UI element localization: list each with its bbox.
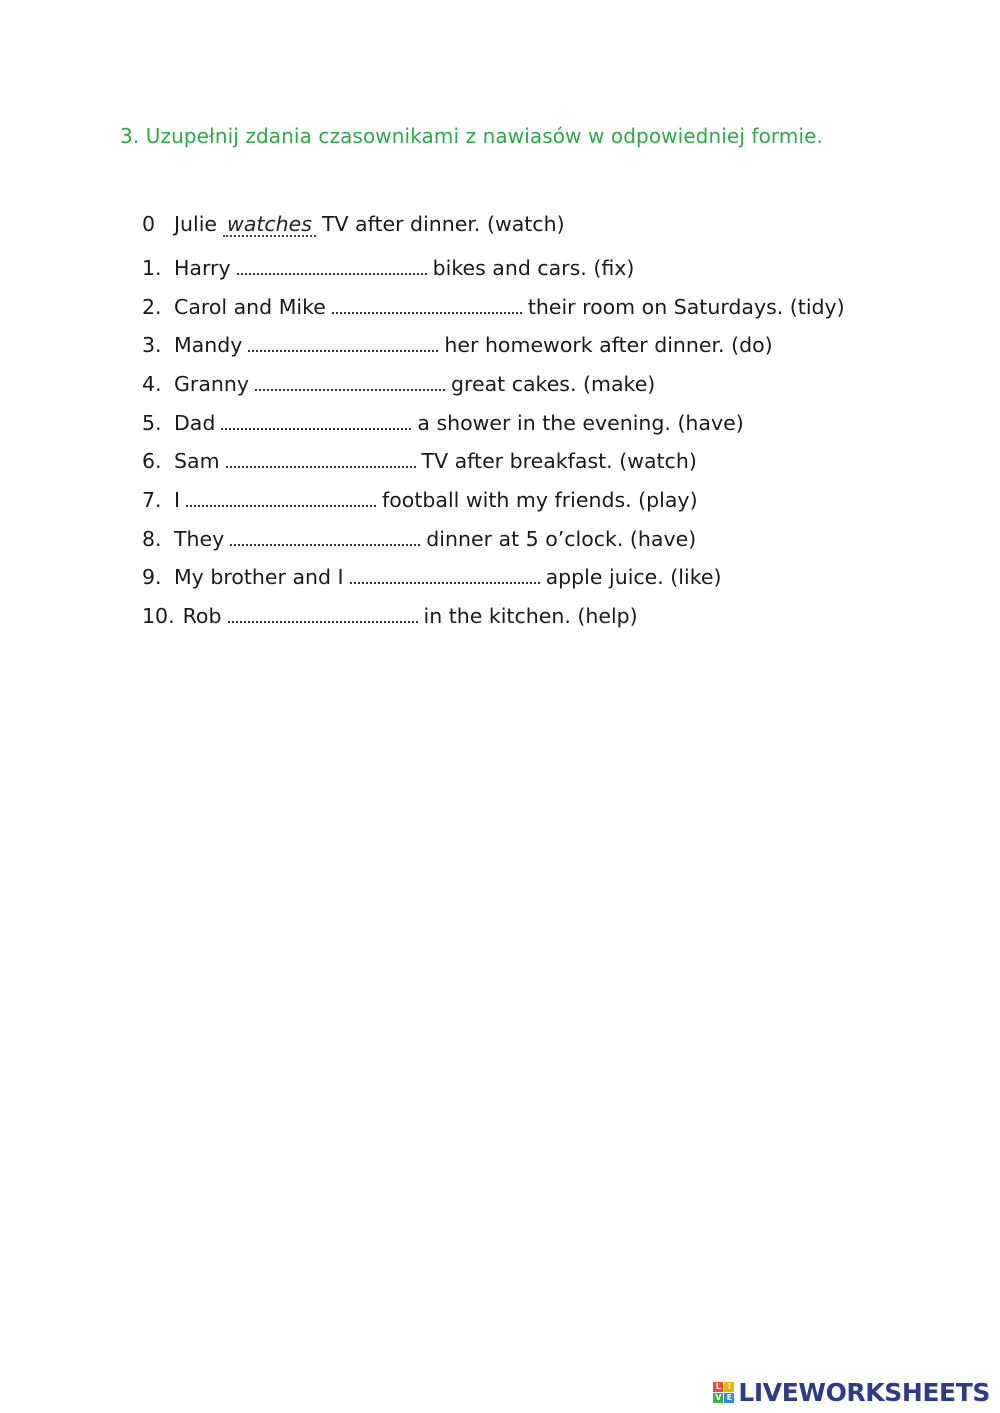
sentence-subject: Sam bbox=[174, 449, 220, 473]
answer-blank-6[interactable] bbox=[226, 444, 416, 468]
sentence-number: 5. bbox=[142, 411, 162, 435]
sentence-subject: Dad bbox=[174, 411, 216, 435]
sentence-rest: in the kitchen. (help) bbox=[423, 604, 638, 628]
sentence-number: 7. bbox=[142, 488, 162, 512]
sentence-6 bbox=[142, 444, 697, 474]
sentence-rest: dinner at 5 o’clock. (have) bbox=[426, 527, 697, 551]
sentence-subject: My brother and I bbox=[174, 565, 344, 589]
answer-blank-7[interactable] bbox=[186, 483, 376, 507]
sentence-subject: I bbox=[174, 488, 181, 512]
answer-blank-2[interactable] bbox=[332, 290, 522, 314]
answer-blank-5[interactable] bbox=[221, 406, 411, 430]
example-answer: watches bbox=[223, 213, 316, 237]
sentence-number: 10. bbox=[142, 604, 175, 628]
answer-blank-10[interactable] bbox=[228, 599, 418, 623]
answer-blank-3[interactable] bbox=[248, 328, 438, 352]
sentence-rest: bikes and cars. (fix) bbox=[432, 256, 635, 280]
sentence-subject: Julie bbox=[174, 212, 218, 236]
logo-text: LIVEWORKSHEETS bbox=[738, 1377, 990, 1407]
sentence-subject: They bbox=[174, 527, 225, 551]
logo-tile-i: I bbox=[724, 1382, 734, 1392]
sentence-0 bbox=[142, 212, 565, 242]
sentence-7 bbox=[142, 483, 698, 513]
sentence-number: 6. bbox=[142, 449, 162, 473]
sentence-number: 1. bbox=[142, 256, 162, 280]
sentence-10 bbox=[142, 599, 638, 629]
sentence-5 bbox=[142, 406, 744, 436]
sentence-rest: football with my friends. (play) bbox=[382, 488, 698, 512]
logo-tile-e: E bbox=[724, 1393, 734, 1403]
logo-tile-v: V bbox=[715, 1393, 722, 1402]
sentence-4 bbox=[142, 367, 655, 397]
sentence-number: 3. bbox=[142, 333, 162, 357]
sentence-rest: her homework after dinner. (do) bbox=[444, 333, 773, 357]
sentence-rest: their room on Saturdays. (tidy) bbox=[527, 295, 845, 319]
sentence-3 bbox=[142, 328, 773, 358]
sentence-subject: Harry bbox=[174, 256, 231, 280]
sentence-number: 4. bbox=[142, 372, 162, 396]
sentence-rest: a shower in the evening. (have) bbox=[417, 411, 744, 435]
sentence-subject: Granny bbox=[174, 372, 249, 396]
sentence-number: 2. bbox=[142, 295, 162, 319]
sentence-number: 0 bbox=[142, 212, 156, 236]
sentence-rest: TV after breakfast. (watch) bbox=[421, 449, 697, 473]
sentence-number: 9. bbox=[142, 565, 162, 589]
sentence-1 bbox=[142, 251, 634, 281]
sentence-rest: TV after dinner. (watch) bbox=[321, 212, 565, 236]
sentence-subject: Mandy bbox=[174, 333, 243, 357]
sentence-rest: great cakes. (make) bbox=[451, 372, 656, 396]
answer-blank-4[interactable] bbox=[255, 367, 445, 391]
sentence-subject: Rob bbox=[182, 604, 222, 628]
exercise-instruction: 3. Uzupełnij zdania czasownikami z nawiasów w odpowiedniej formie. bbox=[120, 124, 823, 148]
sentence-subject: Carol and Mike bbox=[174, 295, 326, 319]
sentence-rest: apple juice. (like) bbox=[545, 565, 722, 589]
answer-blank-1[interactable] bbox=[237, 251, 427, 275]
liveworksheets-logo-icon bbox=[713, 1382, 734, 1403]
logo-tile-l: L bbox=[713, 1382, 723, 1392]
sentence-8 bbox=[142, 522, 696, 552]
answer-blank-9[interactable] bbox=[350, 560, 540, 584]
sentence-number: 8. bbox=[142, 527, 162, 551]
sentence-2 bbox=[142, 290, 845, 320]
sentence-9 bbox=[142, 560, 721, 590]
answer-blank-8[interactable] bbox=[230, 522, 420, 546]
liveworksheets-logo[interactable] bbox=[713, 1377, 990, 1407]
